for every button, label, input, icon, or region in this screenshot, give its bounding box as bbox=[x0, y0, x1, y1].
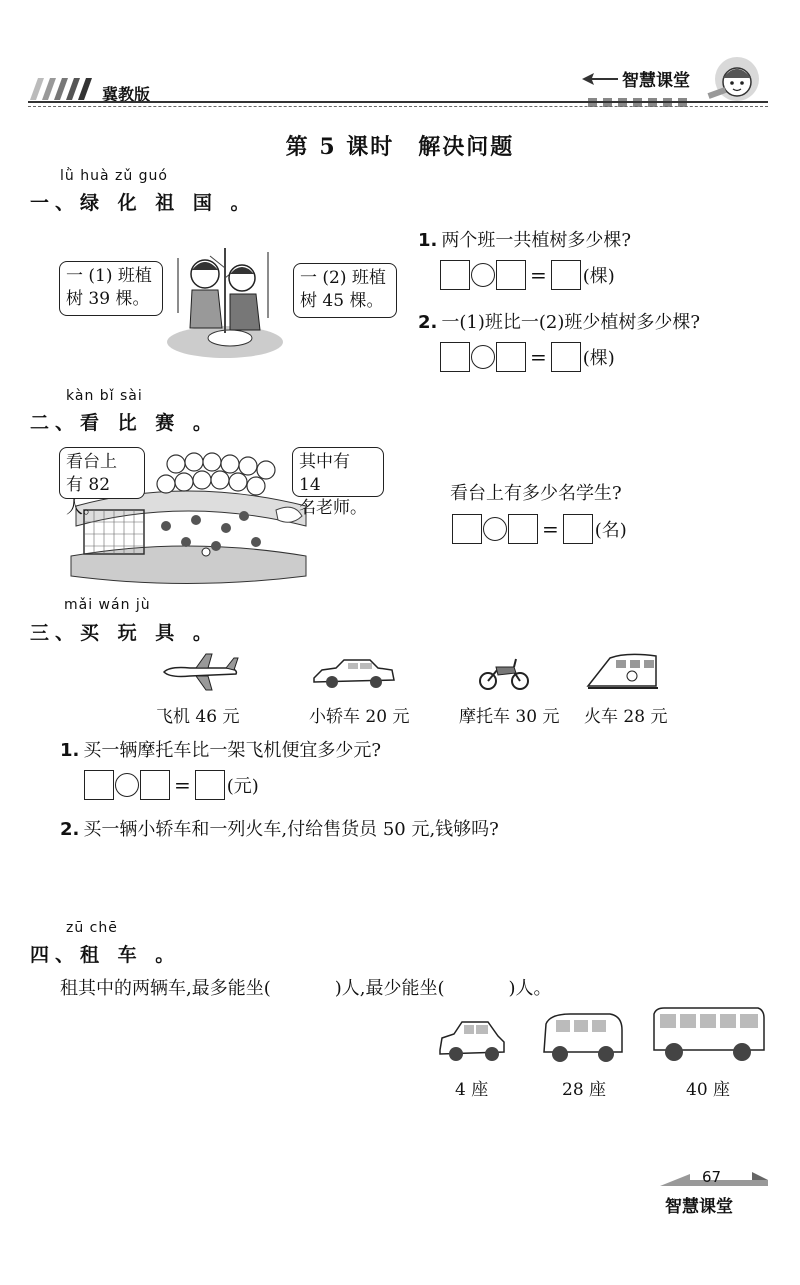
s3-q1-number: 1. bbox=[60, 740, 80, 761]
toy-label-airplane: 飞机 46 元 bbox=[156, 707, 240, 727]
seat-label-small-car: 4 座 bbox=[455, 1080, 489, 1100]
edition-label: 冀教版 bbox=[102, 85, 151, 104]
bubble-class2-line1: 一 (2) 班植 bbox=[300, 268, 386, 288]
page-number: 67 bbox=[702, 1168, 722, 1186]
s3-equation bbox=[84, 770, 259, 800]
s1-q2-text: 一(1)班比一(2)班少植树多少棵? bbox=[441, 312, 701, 333]
answer-box[interactable] bbox=[140, 770, 170, 800]
s1-equation2 bbox=[440, 342, 615, 372]
seat-label-bus: 40 座 bbox=[686, 1080, 731, 1100]
equals-sign: = bbox=[542, 517, 559, 541]
answer-box[interactable] bbox=[496, 260, 526, 290]
bubble-class1 bbox=[59, 261, 163, 316]
header-brand: 智慧课堂 bbox=[622, 71, 690, 91]
bubble-class2 bbox=[293, 263, 397, 318]
answer-box[interactable] bbox=[551, 342, 581, 372]
equals-sign: = bbox=[174, 773, 191, 797]
seat-label-minibus: 28 座 bbox=[562, 1080, 607, 1100]
answer-box[interactable] bbox=[563, 514, 593, 544]
toy-label-car: 小轿车 20 元 bbox=[309, 707, 410, 727]
unit-label: (棵) bbox=[582, 266, 615, 287]
s1-q1-text: 两个班一共植树多少棵? bbox=[441, 230, 632, 251]
toy-label-train: 火车 28 元 bbox=[584, 707, 668, 727]
bubble-class1-line1: 一 (1) 班植 bbox=[66, 266, 152, 286]
motorcycle-icon bbox=[476, 655, 532, 691]
unit-label: (名) bbox=[594, 520, 627, 541]
answer-box[interactable] bbox=[508, 514, 538, 544]
unit-label: (棵) bbox=[582, 348, 615, 369]
s4-question-part1: 租其中的两辆车,最多能坐( bbox=[60, 978, 271, 999]
small-car-icon bbox=[436, 1012, 508, 1064]
bubble-teachers bbox=[292, 447, 384, 518]
bubble-teachers-line1: 其中有 14 bbox=[299, 452, 350, 495]
operator-circle[interactable] bbox=[115, 773, 139, 797]
s4-question-part2: )人,最少能坐( bbox=[334, 978, 445, 999]
answer-box[interactable] bbox=[452, 514, 482, 544]
section1-pinyin: lǜ huà zǔ guó bbox=[60, 168, 168, 184]
answer-box[interactable] bbox=[551, 260, 581, 290]
airplane-icon bbox=[160, 652, 240, 692]
bubble-stand-line1: 看台上 bbox=[66, 452, 117, 472]
answer-box[interactable] bbox=[84, 770, 114, 800]
s3-question1 bbox=[60, 736, 381, 762]
train-icon bbox=[586, 650, 660, 692]
operator-circle[interactable] bbox=[471, 345, 495, 369]
operator-circle[interactable] bbox=[483, 517, 507, 541]
header-rule bbox=[28, 101, 768, 103]
equals-sign: = bbox=[530, 263, 547, 287]
tree-planting-illustration bbox=[160, 238, 290, 360]
arrow-left-icon bbox=[582, 72, 618, 86]
s1-question1 bbox=[418, 226, 631, 252]
section3-title: 三、买 玩 具 。 bbox=[30, 622, 218, 644]
s4-question-part3: )人。 bbox=[508, 978, 552, 999]
section1-title: 一、绿 化 祖 国 。 bbox=[30, 192, 256, 214]
s2-question: 看台上有多少名学生? bbox=[450, 483, 622, 504]
s1-equation1 bbox=[440, 260, 615, 290]
lesson-title: 第 5 课时 解决问题 bbox=[285, 134, 515, 160]
answer-box[interactable] bbox=[440, 260, 470, 290]
bubble-class1-line2: 树 39 棵。 bbox=[66, 289, 150, 309]
section4-pinyin: zū chē bbox=[66, 920, 118, 936]
bubble-stand-total bbox=[59, 447, 145, 518]
section2-title: 二、看 比 赛 。 bbox=[30, 412, 218, 434]
s3-q2-number: 2. bbox=[60, 819, 80, 840]
bus-icon bbox=[650, 1004, 768, 1066]
bubble-stand-line2: 有 82 人。 bbox=[66, 475, 111, 518]
s3-q2-text: 买一辆小轿车和一列火车,付给售货员 50 元,钱够吗? bbox=[83, 819, 499, 840]
s3-q1-text: 买一辆摩托车比一架飞机便宜多少元? bbox=[83, 740, 382, 761]
bubble-class2-line2: 树 45 棵。 bbox=[300, 291, 384, 311]
minibus-icon bbox=[540, 1010, 626, 1066]
answer-box[interactable] bbox=[195, 770, 225, 800]
s1-question2 bbox=[418, 308, 700, 334]
s4-question bbox=[60, 974, 552, 1000]
footer-brand: 智慧课堂 bbox=[665, 1197, 733, 1217]
bubble-teachers-line2: 名老师。 bbox=[299, 498, 367, 518]
operator-circle[interactable] bbox=[471, 263, 495, 287]
s3-question2 bbox=[60, 815, 499, 841]
equals-sign: = bbox=[530, 345, 547, 369]
section3-pinyin: mǎi wán jù bbox=[64, 597, 151, 613]
header-stripes bbox=[30, 78, 92, 100]
toy-label-motorcycle: 摩托车 30 元 bbox=[459, 707, 560, 727]
unit-label: (元) bbox=[226, 776, 259, 797]
section2-pinyin: kàn bǐ sài bbox=[66, 388, 143, 404]
girl-mascot-icon bbox=[704, 54, 770, 104]
s1-q1-number: 1. bbox=[418, 230, 438, 251]
car-icon bbox=[312, 658, 396, 690]
s1-q2-number: 2. bbox=[418, 312, 438, 333]
s2-equation bbox=[452, 514, 627, 544]
answer-box[interactable] bbox=[440, 342, 470, 372]
answer-box[interactable] bbox=[496, 342, 526, 372]
header-rule-dashed bbox=[28, 106, 768, 107]
section4-title: 四、租 车 。 bbox=[30, 944, 181, 966]
